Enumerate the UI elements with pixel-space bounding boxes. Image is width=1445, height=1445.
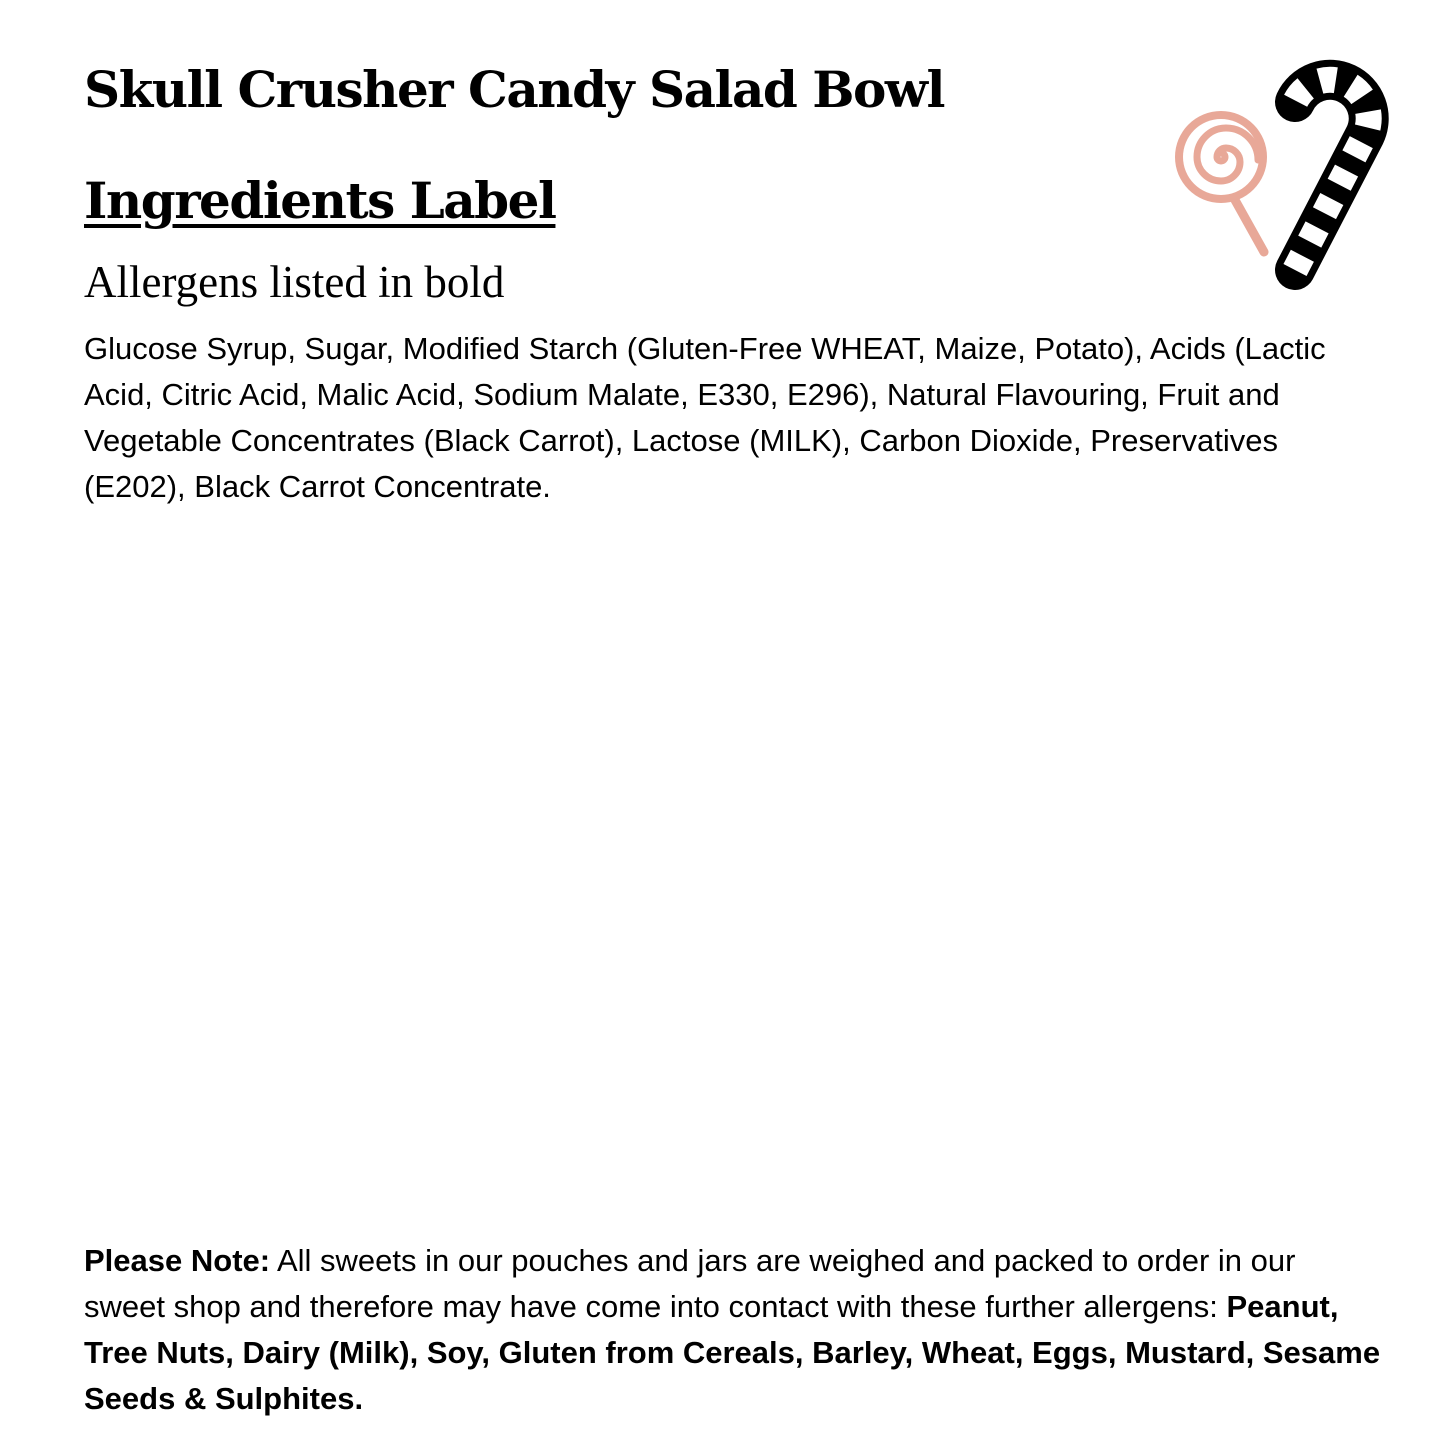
footer-note (84, 1238, 1384, 1422)
contact-warning-text: All sweets in our pouches and jars are weighed and packed to order in our sweet shop and therefore may have come into contact with these further allergens: (84, 1243, 1296, 1324)
allergen-note: Allergens listed in bold (84, 257, 505, 307)
ingredients-label-heading: Ingredients Label (84, 171, 556, 230)
please-note-label: Please Note: (84, 1243, 271, 1278)
candy-cane-icon (1295, 80, 1369, 270)
candy-icons (1160, 50, 1400, 290)
page-title: Skull Crusher Candy Salad Bowl (84, 60, 944, 119)
further-allergens-list: Peanut, Tree Nuts, Dairy (Milk), Soy, Gluten from Cereals, Barley, Wheat, Eggs, Mustard, Sesame Seeds & Sulphites. (84, 1289, 1381, 1416)
ingredients-list: Glucose Syrup, Sugar, Modified Starch (Gluten-Free WHEAT, Maize, Potato), Acids (Lactic Acid, Citric Acid, Malic Acid, Sodium Malate, E330, E296), Natural Flavouring, Fruit and Vegetable Concentrates (Black Carrot), Lactose (MILK), Carbon Dioxide, Preservatives (E202), Black Carrot Concentrate. (84, 331, 1326, 504)
lollipop-icon (1175, 111, 1267, 252)
